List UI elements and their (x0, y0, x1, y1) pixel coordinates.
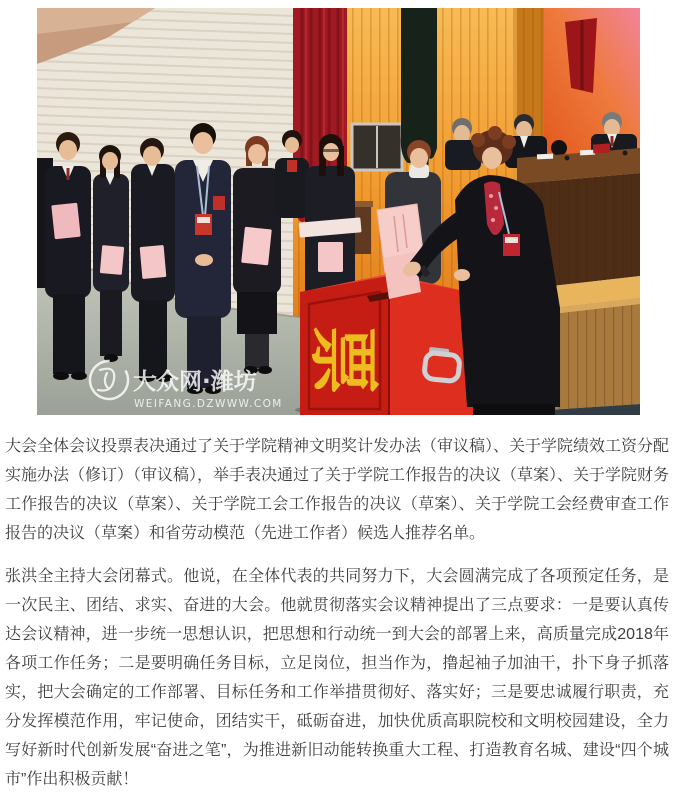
hand (454, 269, 470, 281)
voting-scene-illustration (37, 8, 640, 415)
ballot-box-character: 票 (302, 325, 384, 395)
ballot-paper (51, 203, 80, 240)
delegate-badge (213, 196, 225, 210)
watermark-url: WEIFANG.DZWWW.COM (134, 398, 283, 410)
ballot-paper (100, 245, 124, 275)
article-photo (37, 8, 640, 415)
glasses (323, 149, 339, 152)
article-page (0, 8, 675, 804)
ballot-paper (140, 245, 167, 279)
seated-delegate-head (551, 140, 567, 156)
ballot-paper (241, 227, 272, 266)
stage-window (352, 124, 402, 170)
watermark-title: 大众网·潍坊 (133, 369, 257, 395)
article-body (0, 432, 675, 804)
ballot-paper (318, 242, 343, 272)
paragraph-voting-results: 大会全体会议投票表决通过了关于学院精神文明奖计发办法（审议稿）、关于学院绩效工资分配实施办法（修订）（审议稿），举手表决通过了关于学院工作报告的决议（草案）、关于学院财务工作报告的决议（草案）、关于学院工会工作报告的决议（草案）、关于学院工会经费审查工作报告的决议（草案）和省劳动模范（先进工作者）候选人推荐名单。 (5, 438, 670, 542)
paragraph-closing-speech: 张洪全主持大会闭幕式。他说，在全体代表的共同努力下，大会圆满完成了各项预定任务，是一次民主、团结、求实、奋进的大会。他就贯彻落实会议精神提出了三点要求：一是要认真传达会议精神，进一步统一思想认识，把思想和行动统一到大会的部署上来，高质量完成2018年各项工作任务；二是要明确任务目标，立足岗位，担当作为，撸起袖子加油干，扑下身子抓落实，把大会确定的工作部署、目标任务和工作举措贯彻好、落实好；三是要忠诚履行职责，充分发挥模范作用，牢记使命，团结实干，砥砺奋进，加快优质高职院校和文明校园建设，全力写好新时代创新发展“奋进之笔”，为推进新旧动能转换重大工程、打造教育名城、建设“四个城市”作出积极贡献！ (5, 568, 669, 788)
